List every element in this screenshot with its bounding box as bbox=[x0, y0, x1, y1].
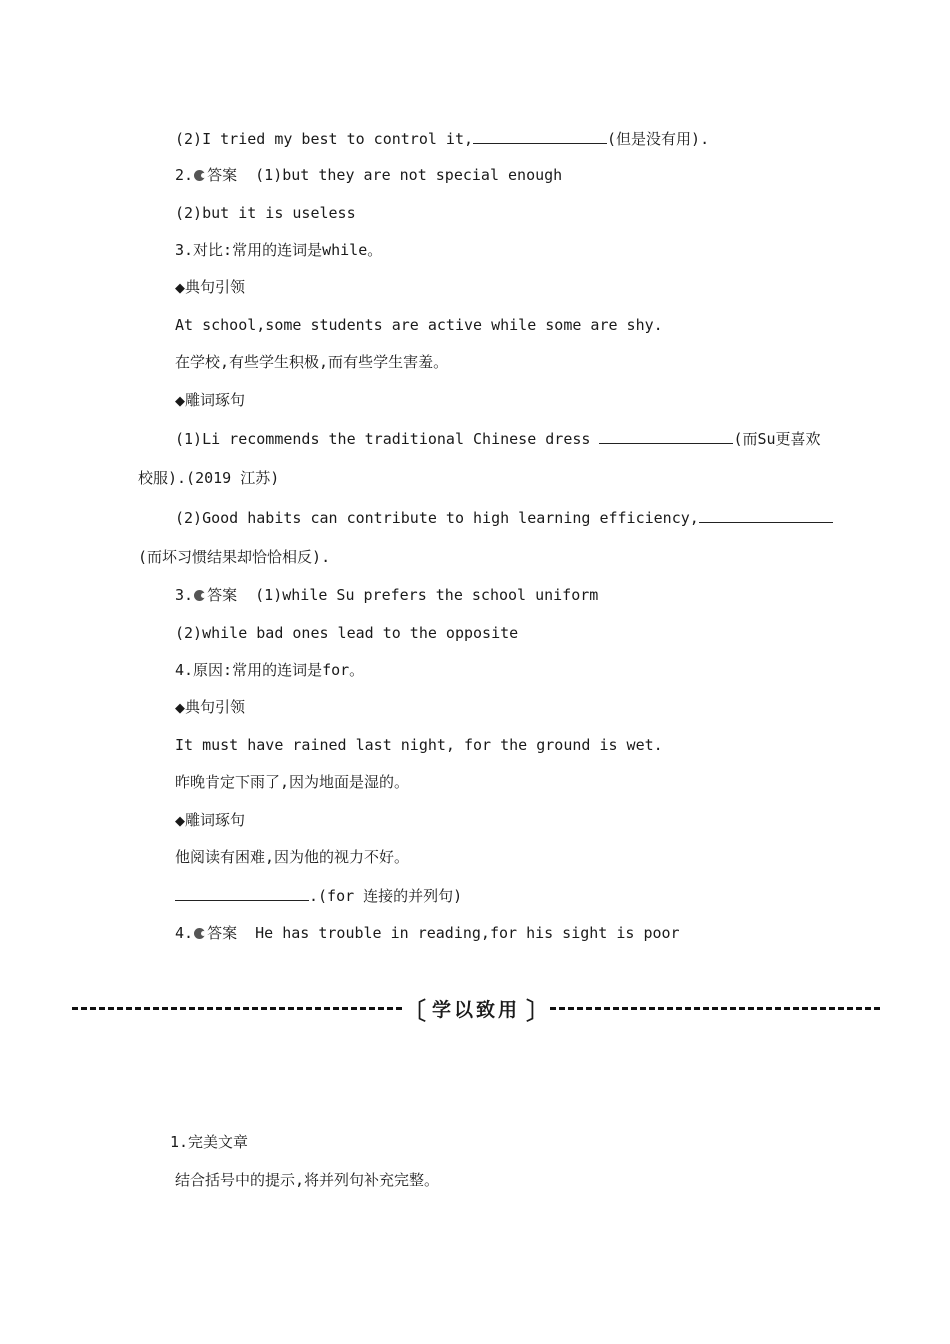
exercise-line bbox=[175, 507, 833, 528]
section-heading: 4.原因:常用的连词是for。 bbox=[175, 661, 365, 679]
subheading bbox=[175, 810, 245, 832]
answer-label: 答案 bbox=[207, 586, 238, 604]
exercise-line bbox=[175, 428, 821, 449]
exercise-text: (2)I tried my best to control it, bbox=[175, 130, 474, 148]
answer-line bbox=[175, 165, 562, 185]
diamond-icon: ◆ bbox=[175, 701, 185, 716]
answer-icon bbox=[194, 170, 205, 181]
answer-number: 2. bbox=[175, 166, 194, 184]
answer-number: 3. bbox=[175, 586, 194, 604]
answer-text: (1)while Su prefers the school uniform bbox=[237, 586, 599, 604]
subheading bbox=[175, 697, 245, 719]
answer-blank[interactable] bbox=[699, 507, 833, 523]
answer-text: (1)but they are not special enough bbox=[237, 166, 563, 184]
task-heading: 1.完美文章 bbox=[170, 1133, 249, 1151]
exercise-line: 校服).(2019 江苏) bbox=[138, 469, 280, 487]
bracket-open: 〔 bbox=[402, 996, 426, 1025]
subheading-text: 雕词琢句 bbox=[185, 391, 246, 409]
example-translation: 昨晚肯定下雨了,因为地面是湿的。 bbox=[175, 773, 410, 791]
answer-label: 答案 bbox=[207, 166, 238, 184]
exercise-line bbox=[175, 885, 462, 906]
section-divider bbox=[72, 992, 880, 1024]
answer-number: 4. bbox=[175, 924, 194, 942]
diamond-icon: ◆ bbox=[175, 814, 185, 829]
answer-line bbox=[175, 585, 598, 605]
answer-line bbox=[175, 923, 680, 943]
answer-line: (2)while bad ones lead to the opposite bbox=[175, 624, 519, 642]
diamond-icon: ◆ bbox=[175, 281, 185, 296]
subheading bbox=[175, 390, 245, 412]
subheading-text: 典句引领 bbox=[185, 278, 246, 296]
bracket-close: 〕 bbox=[526, 996, 551, 1025]
example-sentence: At school,some students are active while some are shy. bbox=[175, 316, 663, 334]
exercise-hint: (但是没有用). bbox=[607, 130, 710, 148]
example-translation: 在学校,有些学生积极,而有些学生害羞。 bbox=[175, 353, 449, 371]
subheading bbox=[175, 277, 245, 299]
answer-line: (2)but it is useless bbox=[175, 204, 356, 222]
answer-text: He has trouble in reading,for his sight is poor bbox=[237, 924, 680, 942]
section-heading: 3.对比:常用的连词是while。 bbox=[175, 241, 383, 259]
answer-blank[interactable] bbox=[599, 428, 733, 444]
section-title: 学以致用 bbox=[432, 998, 521, 1021]
dashed-rule bbox=[72, 1007, 402, 1010]
diamond-icon: ◆ bbox=[175, 394, 185, 409]
answer-label: 答案 bbox=[207, 924, 238, 942]
example-sentence: It must have rained last night, for the ground is wet. bbox=[175, 736, 663, 754]
answer-blank[interactable] bbox=[473, 128, 607, 144]
exercise-line: (而坏习惯结果却恰恰相反). bbox=[138, 548, 331, 566]
answer-icon bbox=[194, 590, 205, 601]
exercise-text: (1)Li recommends the traditional Chinese dress bbox=[175, 430, 600, 448]
answer-icon bbox=[194, 928, 205, 939]
exercise-text: (2)Good habits can contribute to high learning efficiency, bbox=[175, 509, 699, 527]
answer-blank[interactable] bbox=[175, 885, 309, 901]
subheading-text: 雕词琢句 bbox=[185, 811, 246, 829]
exercise-line bbox=[175, 128, 709, 149]
task-instruction: 结合括号中的提示,将并列句补充完整。 bbox=[175, 1171, 440, 1189]
subheading-text: 典句引领 bbox=[185, 698, 246, 716]
exercise-hint: (而Su更喜欢 bbox=[733, 430, 821, 448]
dashed-rule bbox=[550, 1007, 880, 1010]
exercise-prompt: 他阅读有困难,因为他的视力不好。 bbox=[175, 848, 410, 866]
exercise-hint: .(for 连接的并列句) bbox=[309, 887, 463, 905]
